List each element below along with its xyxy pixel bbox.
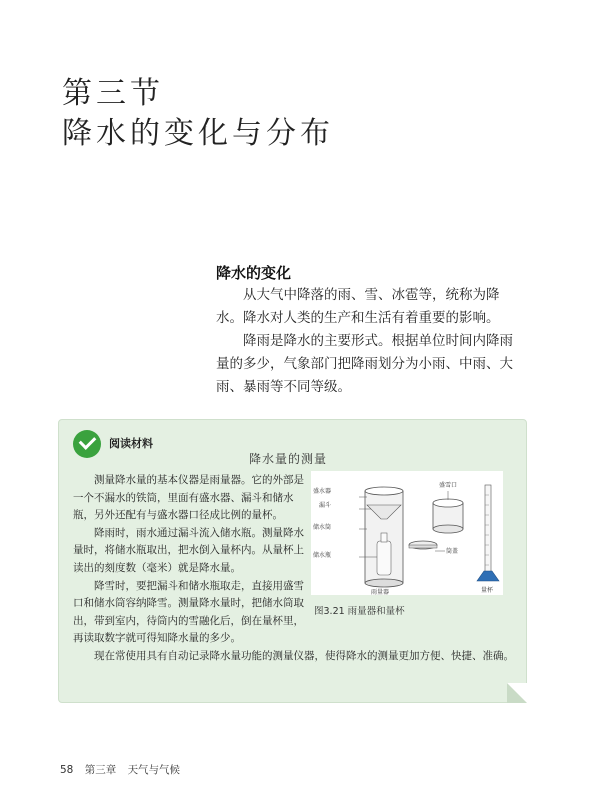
label-water-bottle: 储水瓶: [313, 552, 332, 559]
section-heading: 降水的变化: [216, 264, 292, 282]
rain-gauge-figure: [311, 471, 503, 595]
reading-badge-label: 阅读材料: [109, 437, 153, 450]
label-gauge: 雨量器: [371, 589, 390, 595]
rain-gauge-illustration: [311, 471, 503, 595]
page-footer: [60, 762, 188, 777]
gauge-base: [365, 579, 403, 587]
reading-badge-icon: [73, 430, 101, 458]
label-snow-mouth: 盛雪口: [439, 482, 458, 489]
body-paragraph: 从大气中降落的雨、雪、冰雹等，统称为降水。降水对人类的生产和生活有着重要的影响。: [216, 287, 500, 326]
reading-paragraph: 测量降水量的基本仪器是雨量器。它的外部是一个不漏水的铁筒，里面有盛水器、漏斗和储水瓶，另外还配有与盛水器口径成比例的量杯。: [73, 474, 304, 522]
label-cup: 量杯: [481, 587, 494, 594]
body-paragraph: 降雨是降水的主要形式。根据单位时间内降雨量的多少，气象部门把降雨划分为小雨、中雨、大雨、暴雨等不同等级。: [216, 333, 513, 395]
label-water-tube: 储水筒: [313, 524, 332, 531]
cup-base: [477, 571, 499, 581]
gauge-top: [365, 487, 403, 495]
label-funnel: 漏斗: [319, 502, 332, 509]
footer-chapter-title: 天气与气候: [127, 764, 181, 776]
label-cover: 筒盖: [446, 548, 459, 555]
page-fold-corner: [507, 683, 527, 703]
reading-title: 降水量的测量: [249, 452, 328, 466]
body-text: [216, 284, 526, 399]
reading-paragraph: 降雪时，要把漏斗和储水瓶取走，直接用盛雪口和储水筒容纳降雪。测量降水量时，把储水筒取出，带到室内，待筒内的雪融化后，倒在量杯里，再读取数字就可得知降水量的多少。: [73, 579, 304, 645]
label-collector: 盛水器: [313, 488, 332, 495]
section-title: 降水的变化与分布: [62, 116, 334, 151]
footer-chapter: 第三章: [84, 764, 117, 776]
figure-caption: 图3.21 雨量器和量杯: [314, 606, 405, 617]
chapter-title: [62, 74, 334, 154]
page-number: 58: [60, 764, 74, 776]
section-number: 第三节: [62, 76, 164, 111]
bottle-shape: [377, 541, 391, 575]
reading-paragraph: 现在常使用具有自动记录降水量功能的测量仪器，使得降水的测量更加方便、快捷、准确。: [94, 649, 514, 662]
cup-tube: [485, 485, 491, 573]
reading-paragraph: 降雨时，雨水通过漏斗流入储水瓶。测量降水量时，将储水瓶取出，把水倒入量杯内。从量杯上读出的刻度数（毫米）就是降水量。: [73, 526, 304, 574]
